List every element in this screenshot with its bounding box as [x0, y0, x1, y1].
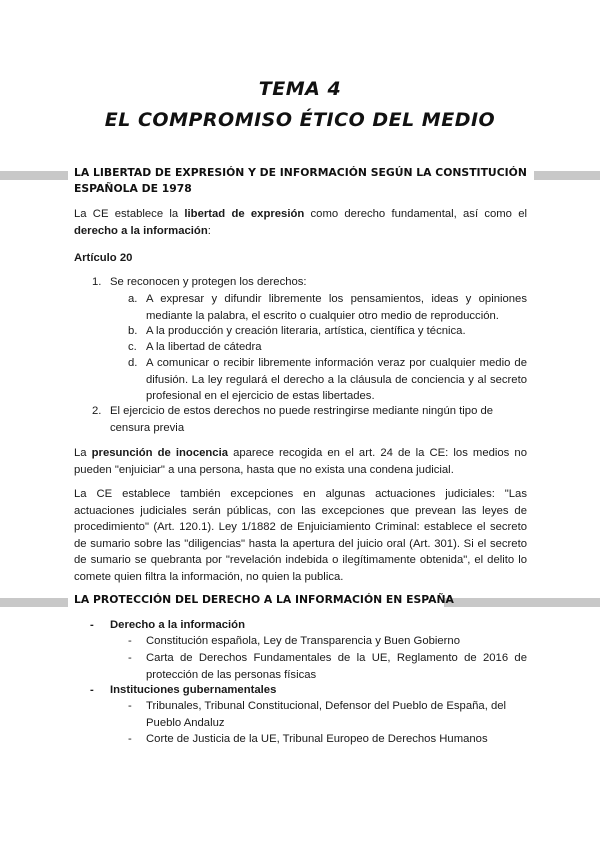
- list-item-1: Se reconocen y protegen los derechos:: [110, 276, 307, 288]
- sub-dash: -: [128, 652, 132, 664]
- list-subitem-b: A la producción y creación literaria, artística, científica y técnica.: [146, 325, 466, 337]
- section-bar-left: [0, 171, 68, 180]
- group2-item-2: Corte de Justicia de la UE, Tribunal Europeo de Derechos Humanos: [146, 733, 488, 745]
- document-title: TEMA 4: [258, 78, 342, 100]
- document-subtitle: EL COMPROMISO ÉTICO DEL MEDIO: [104, 109, 496, 131]
- list-subitem-d: A comunicar o recibir libremente información veraz por cualquier medio de difusión. La ley regulará el derecho a la cláusula de conciencia y al secreto profesional en el ejercicio de estas libertades.: [146, 357, 527, 403]
- sub-dash: -: [128, 635, 132, 647]
- term-derecho-informacion: derecho a la información: [74, 224, 208, 237]
- bullet-dash-1: -: [90, 619, 94, 631]
- article-heading: Artículo 20: [74, 252, 133, 264]
- group-title-derecho: Derecho a la información: [110, 619, 245, 631]
- list-letter-a: a.: [128, 293, 138, 305]
- section-heading-libertad: LA LIBERTAD DE EXPRESIÓN Y DE INFORMACIÓN SEGÚN LA CONSTITUCIÓN ESPAÑOLA DE 1978: [74, 166, 527, 195]
- group1-item-2: Carta de Derechos Fundamentales de la UE, Reglamento de 2016 de protección de las personas físicas: [146, 652, 527, 681]
- section-heading-proteccion: LA PROTECCIÓN DEL DERECHO A LA INFORMACIÓN EN ESPAÑA: [74, 593, 454, 606]
- list-subitem-a: A expresar y difundir libremente los pensamientos, ideas y opiniones mediante la palabra, el escrito o cualquier otro medio de reproducción.: [146, 293, 527, 322]
- excepciones-paragraph: La CE establece también excepciones en algunas actuaciones judiciales: "Las actuaciones judiciales serán públicas, con las excepciones que prevean las leyes de procedimiento" (Art. 120.1). Ley 1/1882 de Enjuiciamiento Criminal: establece el secreto de sumario sobre las "diligencias" hasta la apertura del juicio oral (Art. 301). Si el secreto de sumario se quebranta por "revelación indebida o ilegítimamente obtenida", el delito lo comete quien filtra la información, no quien la publica.: [74, 488, 527, 583]
- section2-bar-left: [0, 598, 68, 607]
- presuncion-paragraph: La presunción de inocencia aparece recogida en el art. 24 de la CE: los medios no pueden "enjuiciar" a una persona, hasta que no exista una condena judicial.: [74, 447, 527, 476]
- group2-item-1: Tribunales, Tribunal Constitucional, Defensor del Pueblo de España, del Pueblo Andaluz: [146, 700, 507, 729]
- list-subitem-c: A la libertad de cátedra: [146, 341, 262, 353]
- section2-bar-right: [444, 598, 600, 607]
- term-presuncion-inocencia: presunción de inocencia: [91, 447, 228, 459]
- list-number-1: 1.: [92, 276, 102, 288]
- group1-item-1: Constitución española, Ley de Transparencia y Buen Gobierno: [146, 635, 461, 647]
- list-item-2: El ejercicio de estos derechos no puede restringirse mediante ningún tipo de censura previa: [110, 405, 494, 434]
- bullet-dash-2: -: [90, 684, 94, 696]
- section-bar-right: [534, 171, 600, 180]
- list-letter-d: d.: [128, 357, 138, 369]
- list-number-2: 2.: [92, 405, 102, 417]
- sub-dash: -: [128, 733, 132, 745]
- term-libertad-expresion: libertad de expresión: [184, 208, 305, 220]
- list-letter-b: b.: [128, 325, 138, 337]
- intro-paragraph: La CE establece la libertad de expresión como derecho fundamental, así como el derecho a la información:: [74, 208, 527, 237]
- list-letter-c: c.: [128, 341, 137, 353]
- sub-dash: -: [128, 700, 132, 712]
- group-title-instituciones: Instituciones gubernamentales: [110, 684, 277, 696]
